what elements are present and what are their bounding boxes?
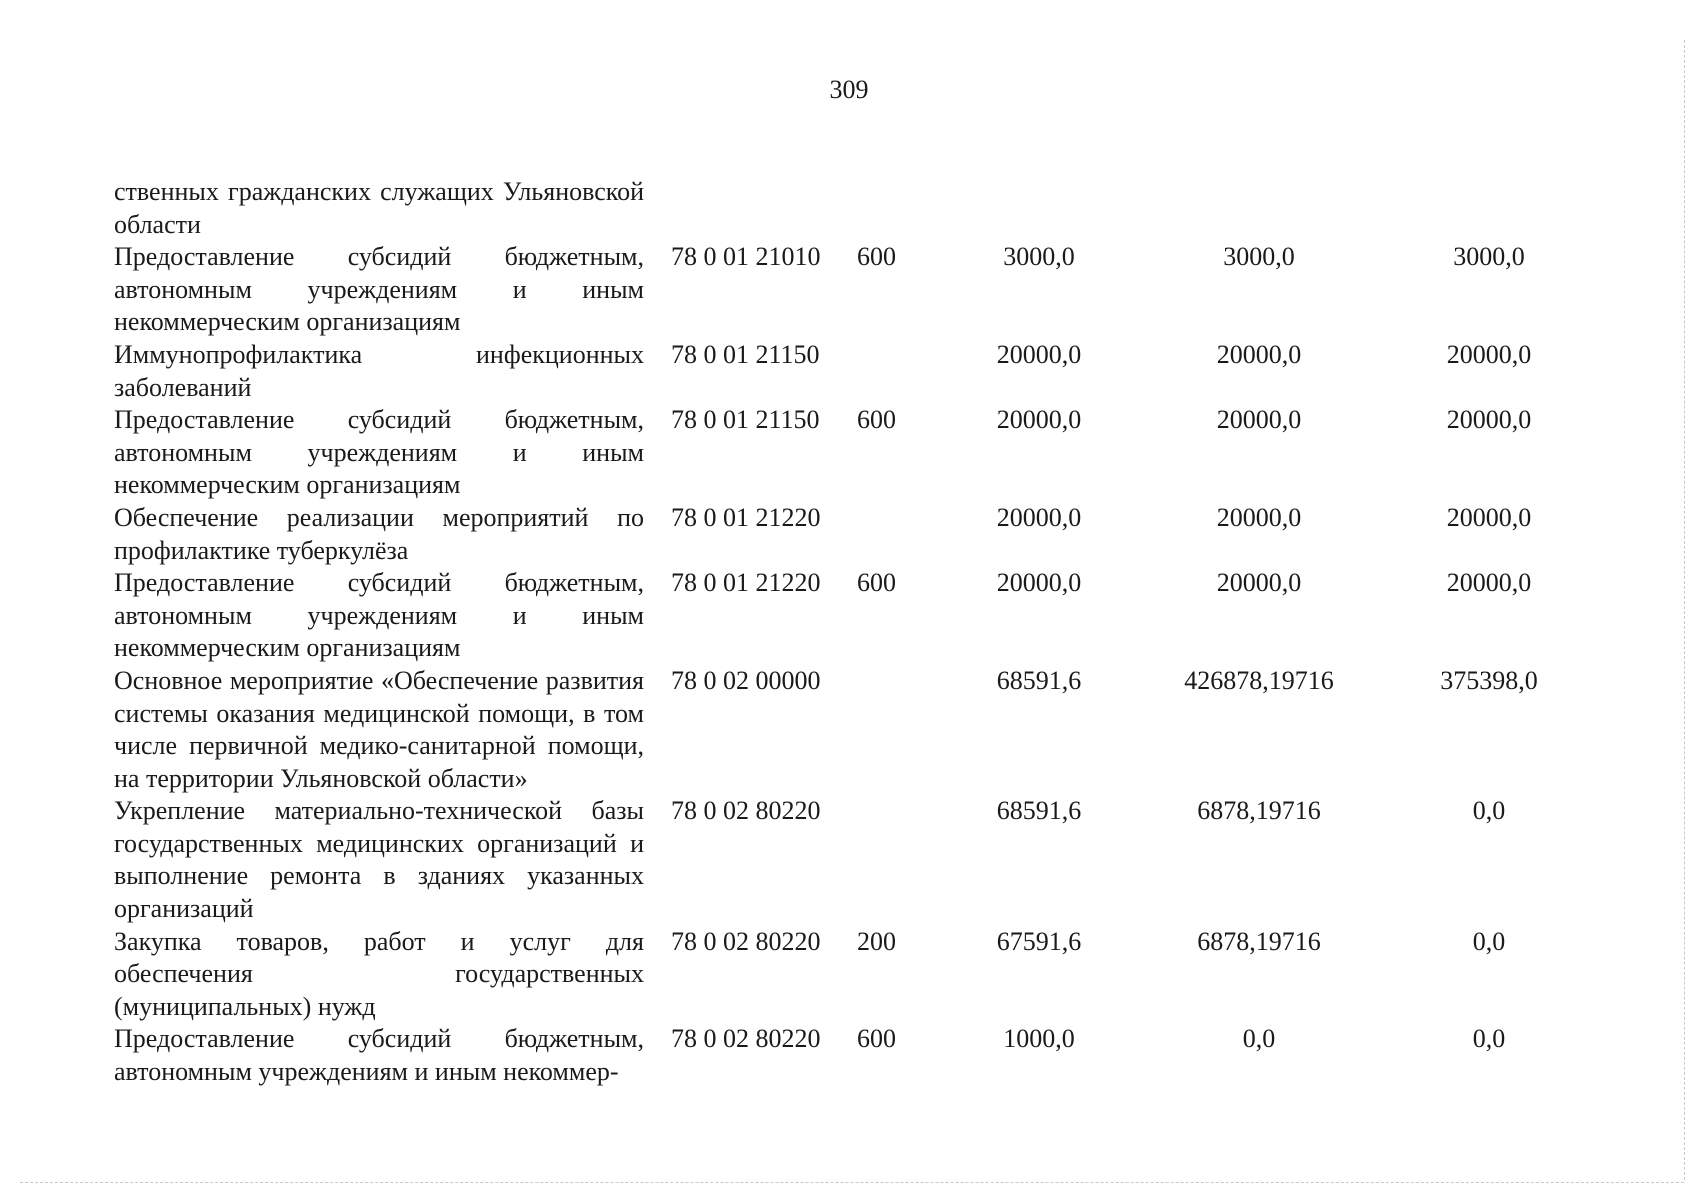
amount-year-2: 20000,0 xyxy=(1216,405,1302,435)
table-row xyxy=(114,176,1584,241)
row-description: ственных гражданских служащих Ульяновской области xyxy=(114,177,644,239)
page-border-right xyxy=(1684,40,1685,1180)
amount-year-1: 20000,0 xyxy=(996,405,1082,435)
table-row xyxy=(114,1023,1584,1088)
page-border-bottom xyxy=(20,1182,1684,1183)
amount-year-1: 1000,0 xyxy=(1003,1024,1075,1054)
budget-table xyxy=(114,176,1584,1089)
row-description: Предоставление субсидий бюджетным, автономным учреждениям и иным некоммерческим организациям xyxy=(114,568,644,663)
amount-year-1: 68591,6 xyxy=(996,796,1082,826)
table-row xyxy=(114,404,1584,502)
amount-year-3: 0,0 xyxy=(1472,926,1506,956)
expense-type-code: 600 xyxy=(857,1024,896,1054)
row-description: Основное мероприятие «Обеспечение развития системы оказания медицинской помощи, в том числе первичной медико-санитарной помощи, на территории Ульяновской области» xyxy=(114,665,644,793)
amount-year-3: 20000,0 xyxy=(1446,568,1532,598)
table-row xyxy=(114,926,1584,1024)
target-article-code: 78 0 01 21010 xyxy=(671,242,821,272)
amount-year-2: 3000,0 xyxy=(1223,242,1295,272)
table-row xyxy=(114,241,1584,339)
row-description: Укрепление материально-технической базы государственных медицинских организаций и выполнение ремонта в зданиях указанных организаций xyxy=(114,796,644,924)
amount-year-2: 6878,19716 xyxy=(1197,926,1321,956)
amount-year-2: 6878,19716 xyxy=(1197,796,1321,826)
target-article-code: 78 0 02 00000 xyxy=(671,665,821,695)
target-article-code: 78 0 02 80220 xyxy=(671,926,821,956)
target-article-code: 78 0 02 80220 xyxy=(671,796,821,826)
amount-year-1: 67591,6 xyxy=(996,926,1082,956)
amount-year-3: 20000,0 xyxy=(1446,339,1532,369)
target-article-code: 78 0 01 21150 xyxy=(671,405,820,435)
target-article-code: 78 0 01 21220 xyxy=(671,502,821,532)
amount-year-1: 20000,0 xyxy=(996,568,1082,598)
amount-year-3: 20000,0 xyxy=(1446,502,1532,532)
row-description: Предоставление субсидий бюджетным, автономным учреждениям и иным некоммерческим организациям xyxy=(114,242,644,337)
table-row xyxy=(114,567,1584,665)
amount-year-1: 20000,0 xyxy=(996,339,1082,369)
row-description: Обеспечение реализации мероприятий по профилактике туберкулёза xyxy=(114,502,644,565)
amount-year-3: 0,0 xyxy=(1472,796,1506,826)
amount-year-3: 20000,0 xyxy=(1446,405,1532,435)
amount-year-1: 20000,0 xyxy=(996,502,1082,532)
expense-type-code: 600 xyxy=(857,405,896,435)
table-row xyxy=(114,665,1584,795)
amount-year-2: 20000,0 xyxy=(1216,339,1302,369)
target-article-code: 78 0 02 80220 xyxy=(671,1024,821,1054)
amount-year-3: 375398,0 xyxy=(1440,665,1538,695)
table-row xyxy=(114,502,1584,567)
row-description: Иммунопрофилактика инфекционных заболеваний xyxy=(114,339,644,402)
row-description: Предоставление субсидий бюджетным, автономным учреждениям и иным некоммерческим организациям xyxy=(114,405,644,500)
amount-year-2: 20000,0 xyxy=(1216,502,1302,532)
amount-year-3: 0,0 xyxy=(1472,1024,1506,1054)
amount-year-3: 3000,0 xyxy=(1453,242,1525,272)
page-number: 309 xyxy=(829,75,869,104)
target-article-code: 78 0 01 21150 xyxy=(671,339,820,369)
expense-type-code: 600 xyxy=(857,568,896,598)
expense-type-code: 200 xyxy=(857,926,896,956)
amount-year-1: 68591,6 xyxy=(996,665,1082,695)
amount-year-2: 20000,0 xyxy=(1216,568,1302,598)
amount-year-2: 0,0 xyxy=(1242,1024,1276,1054)
row-description: Предоставление субсидий бюджетным, автономным учреждениям и иным некоммер- xyxy=(114,1024,644,1087)
table-row xyxy=(114,339,1584,404)
amount-year-2: 426878,19716 xyxy=(1184,665,1334,695)
target-article-code: 78 0 01 21220 xyxy=(671,568,821,598)
expense-type-code: 600 xyxy=(857,242,896,272)
amount-year-1: 3000,0 xyxy=(1003,242,1075,272)
table-row xyxy=(114,795,1584,925)
row-description: Закупка товаров, работ и услуг для обеспечения государственных (муниципальных) нужд xyxy=(114,926,644,1021)
